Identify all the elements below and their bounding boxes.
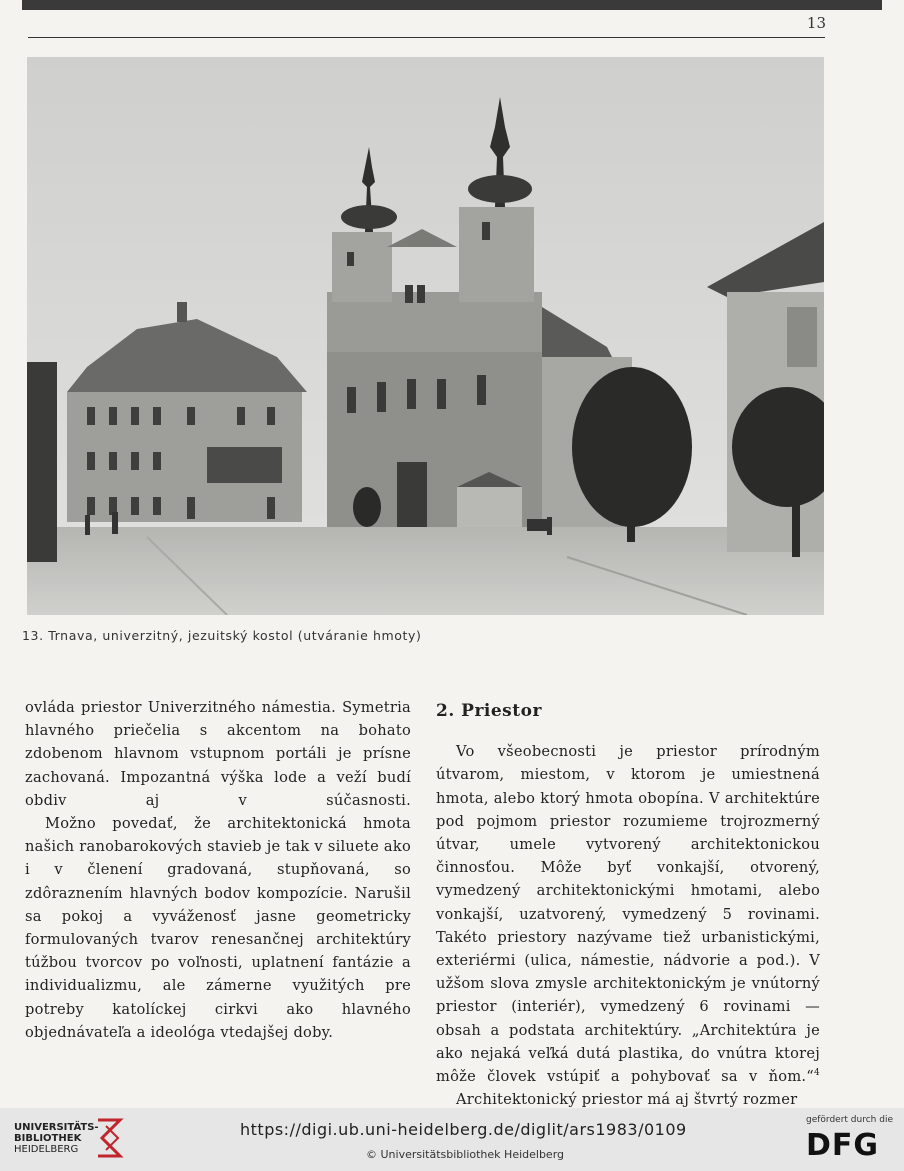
footnote-reference[interactable]: 4	[814, 1068, 820, 1079]
source-url-link[interactable]: https://digi.ub.uni-heidelberg.de/diglit/ars1983/0109	[240, 1120, 687, 1139]
top-scan-edge	[22, 0, 882, 10]
left-text-column	[25, 696, 411, 1044]
page-number: 13	[806, 14, 826, 32]
dfg-logo: DFG	[806, 1128, 880, 1163]
church-photograph	[27, 57, 824, 615]
library-logo-icon	[92, 1116, 126, 1162]
paragraph: Možno povedať, že architektonická hmota našich ranobarokových stavieb je tak v siluete ako i v členení gradovaná, stupňovaná, so zdôraznením hlavných bodov kompozície. Narušil sa pokoj a vyváženosť jasne geometricky formulovaných tvarov renesančnej architektúry túžbou tvorcov po voľnosti, uplatnení fantázie a individualizmu, ale zámerne využitých pre potreby katolíckej cirkvi ako hlavného objednávateľa a ideológa vtedajšej doby.	[25, 815, 411, 1041]
figure-caption: 13. Trnava, univerzitný, jezuitský kostol (utváranie hmoty)	[22, 628, 422, 643]
paragraph	[436, 740, 820, 1088]
paragraph-text: Vo všeobecnosti je priestor prírodným útvarom, miestom, v ktorom je umiestnená hmota, alebo ktorý hmota obopína. V architektúre pod pojmom priestor rozumieme trojrozmerný útvar, umele vytvorený architektonickou činnosťou. Môže byť vonkajší, otvorený, vymedzený architektonickými hmotami, alebo vonkajší, uzatvorený, vymedzený 5 rovinami. Takéto priestory nazývame tiež urbanistickými, exteriérmi (ulica, námestie, nádvorie a pod.). V užšom slova zmysle architektonickým je vnútorný priestor (interiér), vymedzený 6 rovinami — obsah a podstata architektúry. „Architektúra je ako nejaká veľká dutá plastika, do vnútra ktorej môže človek vstúpiť a pohybovať sa v ňom.“	[436, 743, 820, 1086]
section-heading: 2. Priestor	[436, 701, 542, 721]
funding-note: gefördert durch die	[806, 1115, 893, 1125]
paragraph: ovláda priestor Univerzitného námestia. Symetria hlavného priečelia s akcentom na bohato zdobenom hlavnom vstupnom portáli je prísne zachovaná. Impozantná výška lode a veží budí obdiv aj v súčasnosti.	[25, 699, 411, 809]
header-rule	[28, 37, 825, 38]
paragraph: Architektonický priestor má aj štvrtý rozmer	[456, 1091, 798, 1109]
copyright-notice: © Universitätsbibliothek Heidelberg	[366, 1148, 565, 1161]
library-name: UNIVERSITÄTS- BIBLIOTHEK HEIDELBERG	[14, 1122, 99, 1155]
digitization-footer	[0, 1108, 904, 1171]
right-text-column	[436, 696, 820, 1111]
